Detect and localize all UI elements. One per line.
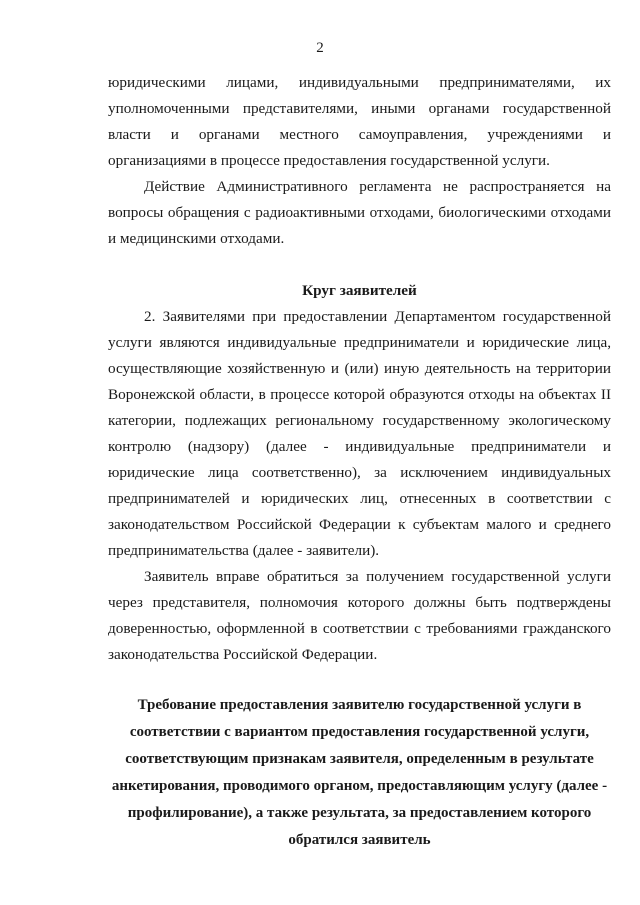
paragraph-line: категории, подлежащих региональному государственному экологическому — [108, 412, 611, 429]
paragraph-line: Воронежской области, в процессе которой образуются отходы на объектах II — [108, 386, 611, 403]
heading-line: профилирование), а также результата, за предоставлением которого — [127, 805, 592, 821]
paragraph-line: законодательством Российской Федерации к субъектам малого и среднего — [108, 516, 611, 533]
paragraph-line: Действие Административного регламента не распространяется на — [144, 178, 611, 195]
heading-line: соответствии с вариантом предоставления государственной услуги, — [129, 724, 590, 740]
paragraph-line: Заявитель вправе обратиться за получением государственной услуги — [144, 568, 611, 585]
paragraph-line: 2. Заявителями при предоставлении Департаментом государственной — [144, 308, 611, 325]
paragraph-line: предпринимателей и юридических лиц, отнесенных в соответствии с — [108, 490, 611, 507]
paragraph-line: предпринимательства (далее - заявители). — [108, 542, 380, 559]
paragraph-3 — [108, 304, 611, 564]
paragraph-line: законодательства Российской Федерации. — [108, 646, 378, 663]
heading-line: соответствующим признакам заявителя, определенным в результате — [125, 751, 594, 767]
section-heading-requirement — [100, 692, 619, 854]
paragraph-4 — [108, 564, 611, 668]
paragraph-line: власти и органами местного самоуправления, учреждениями и — [108, 126, 611, 143]
paragraph-line: юридическими лицами, индивидуальными предпринимателями, их — [108, 74, 611, 91]
paragraph-line: организациями в процессе предоставления государственной услуги. — [108, 152, 550, 169]
heading-line: Требование предоставления заявителю государственной услуги в — [137, 697, 582, 713]
paragraph-line: юридические лица соответственно), за исключением индивидуальных — [108, 464, 611, 481]
paragraph-2 — [108, 174, 611, 252]
paragraph-line: уполномоченными представителями, иными органами государственной — [108, 100, 611, 117]
paragraph-line: доверенностью, оформленной в соответствии с требованиями гражданского — [108, 620, 611, 637]
paragraph-line: осуществляющие хозяйственную и (или) иную деятельность на территории — [108, 360, 611, 377]
section-heading-applicants: Круг заявителей — [302, 282, 417, 299]
page-number: 2 — [316, 40, 324, 56]
paragraph-line: услуги являются индивидуальные предприниматели и юридические лица, — [108, 334, 611, 351]
paragraph-line: через представителя, полномочия которого должны быть подтверждены — [108, 594, 611, 611]
heading-line: анкетирования, проводимого органом, предоставляющим услугу (далее - — [111, 778, 608, 794]
paragraph-line: и медицинскими отходами. — [108, 230, 285, 247]
paragraph-1 — [108, 70, 611, 174]
paragraph-line: контролю (надзору) (далее - индивидуальные предприниматели и — [108, 438, 611, 455]
heading-line: обратился заявитель — [288, 832, 431, 848]
paragraph-line: вопросы обращения с радиоактивными отходами, биологическими отходами — [108, 204, 611, 221]
